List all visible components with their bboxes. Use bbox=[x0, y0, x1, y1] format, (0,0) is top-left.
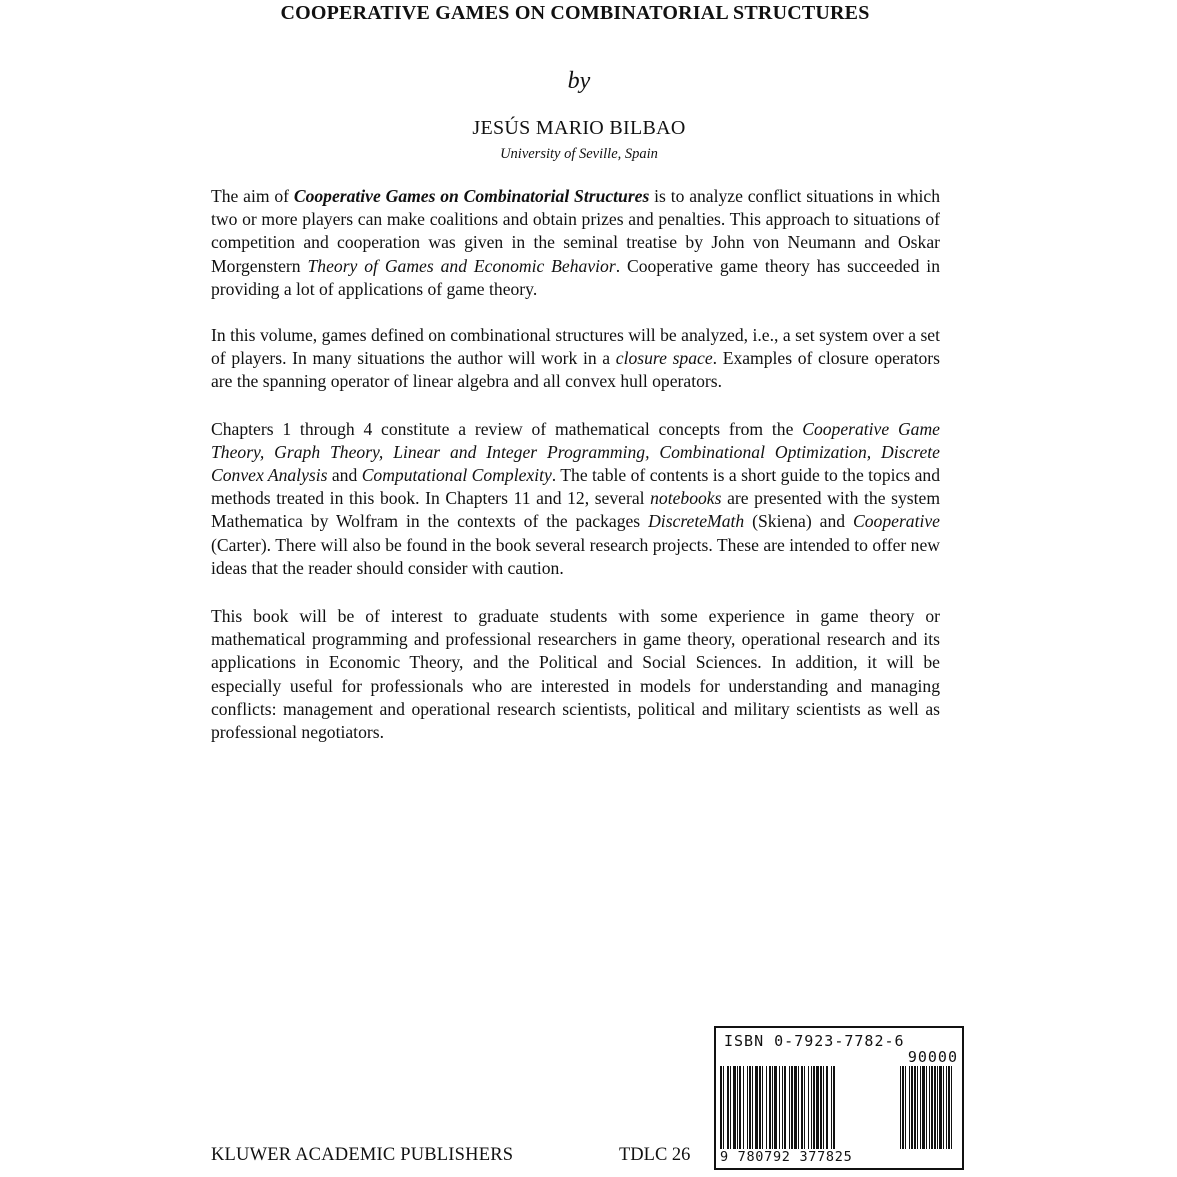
paragraph-4: This book will be of interest to graduate students with some experience in game theory or mathematical programming and professional researchers in game theory, operational research and its applications in Economic Theory, and the Political and Social Sciences. In addition, it will be especially useful for professionals who are interested in models for understanding and managing conflicts: management and operational research scientists, political and military scientists as well as professional negotiators. bbox=[211, 606, 940, 743]
paragraph-1: The aim of Cooperative Games on Combinatorial Structures is to analyze conflict situations in which two or more players can make coalitions and obtain prizes and penalties. This approach to situations of competition and cooperation was given in the seminal treatise by John von Neumann and Oskar Morgenstern Theory of Games and Economic Behavior. Cooperative game theory has succeeded in providing a lot of applications of game theory. bbox=[211, 186, 940, 299]
paragraph-3: Chapters 1 through 4 constitute a review of mathematical concepts from the Cooperative Game Theory, Graph Theory, Linear and Integer Programming, Combinational Optimization, Discrete Convex Analysis and Computational Complexity. The table of contents is a short guide to the topics and methods treated in this book. In Chapters 11 and 12, several notebooks are presented with the system Mathematica by Wolfram in the contexts of the packages DiscreteMath (Skiena) and Cooperative (Carter). There will also be found in the book several research projects. These are intended to offer new ideas that the reader should consider with caution. bbox=[211, 418, 940, 578]
series-code: TDLC 26 bbox=[619, 1145, 691, 1165]
barcode-bars-icon bbox=[716, 1066, 962, 1150]
isbn-barcode bbox=[714, 1026, 964, 1170]
by-line: by bbox=[567, 68, 591, 94]
book-title: COOPERATIVE GAMES ON COMBINATORIAL STRUCTURES bbox=[280, 2, 870, 24]
author-name: JESÚS MARIO BILBAO bbox=[472, 117, 686, 139]
price-code: 90000 bbox=[907, 1048, 958, 1066]
paragraph-2: In this volume, games defined on combinational structures will be analyzed, i.e., a set system over a set of players. In many situations the author will work in a closure space. Examples of closure operators are the spanning operator of linear algebra and all convex hull operators. bbox=[211, 325, 940, 392]
publisher-name: KLUWER ACADEMIC PUBLISHERS bbox=[211, 1145, 514, 1165]
barcode-digits: 9 780792 377825 bbox=[720, 1149, 960, 1165]
blurb-text bbox=[211, 185, 940, 767]
author-affiliation: University of Seville, Spain bbox=[500, 146, 658, 162]
book-title-inline: Cooperative Games on Combinatorial Structures bbox=[293, 186, 650, 206]
isbn-number: ISBN 0-7923-7782-6 bbox=[724, 1032, 905, 1050]
cited-title: Theory of Games and Economic Behavior bbox=[307, 255, 616, 276]
